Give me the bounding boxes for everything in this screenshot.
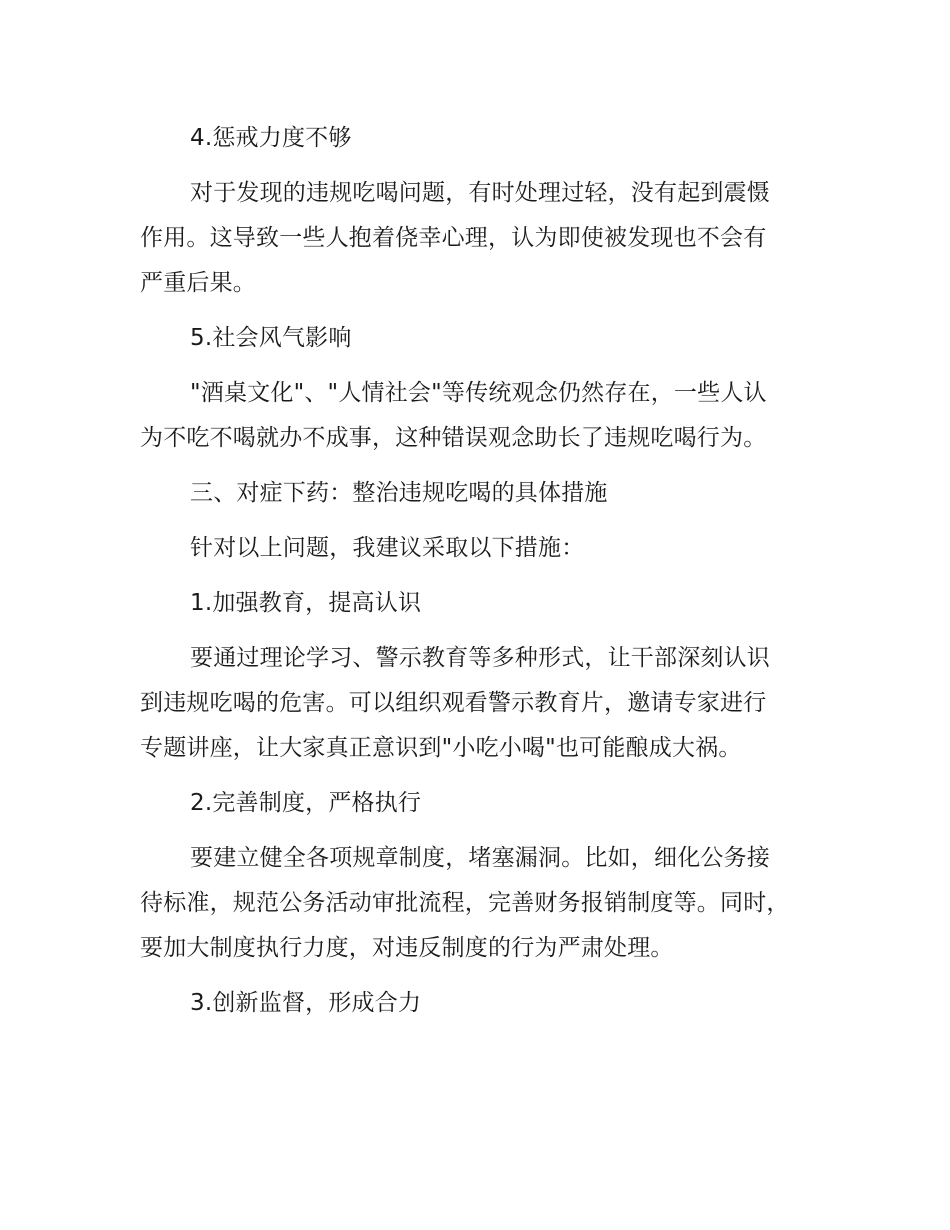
text-line: 作用。这导致一些人抱着侥幸心理，认为即使被发现也不会有 [140, 225, 767, 251]
text-line: 对于发现的违规吃喝问题，有时处理过轻，没有起到震慑 [190, 180, 770, 206]
body-paragraph [140, 371, 840, 461]
body-paragraph [140, 526, 840, 571]
text-line: 3.创新监督，形成合力 [190, 990, 422, 1016]
text-line: 待标准，规范公务活动审批流程，完善财务报销制度等。同时， [140, 890, 790, 916]
text-line: 到违规吃喝的危害。可以组织观看警示教育片，邀请专家进行 [140, 690, 767, 716]
body-paragraph [140, 836, 840, 971]
text-line: 5.社会风气影响 [190, 325, 352, 351]
section-heading [140, 471, 840, 516]
text-line: 1.加强教育，提高认识 [190, 590, 422, 616]
text-line: 为不吃不喝就办不成事，这种错误观念助长了违规吃喝行为。 [140, 425, 767, 451]
text-line: 要通过理论学习、警示教育等多种形式，让干部深刻认识 [190, 645, 770, 671]
text-line: 专题讲座，让大家真正意识到"小吃小喝"也可能酿成大祸。 [140, 735, 742, 761]
text-line: 2.完善制度，严格执行 [190, 790, 422, 816]
text-line: "酒桌文化"、"人情社会"等传统观念仍然存在，一些人认 [190, 380, 767, 406]
section-heading [140, 116, 840, 161]
section-heading [140, 581, 840, 626]
document-body [140, 116, 840, 1036]
text-line: 4.惩戒力度不够 [190, 125, 352, 151]
text-line: 针对以上问题，我建议采取以下措施： [190, 535, 585, 561]
section-heading [140, 781, 840, 826]
body-paragraph [140, 636, 840, 771]
text-line: 三、对症下药：整治违规吃喝的具体措施 [190, 480, 608, 506]
section-heading [140, 981, 840, 1026]
text-line: 要建立健全各项规章制度，堵塞漏洞。比如，细化公务接 [190, 845, 770, 871]
body-paragraph [140, 171, 840, 306]
text-line: 要加大制度执行力度，对违反制度的行为严肃处理。 [140, 935, 674, 961]
section-heading [140, 316, 840, 361]
text-line: 严重后果。 [140, 270, 256, 296]
